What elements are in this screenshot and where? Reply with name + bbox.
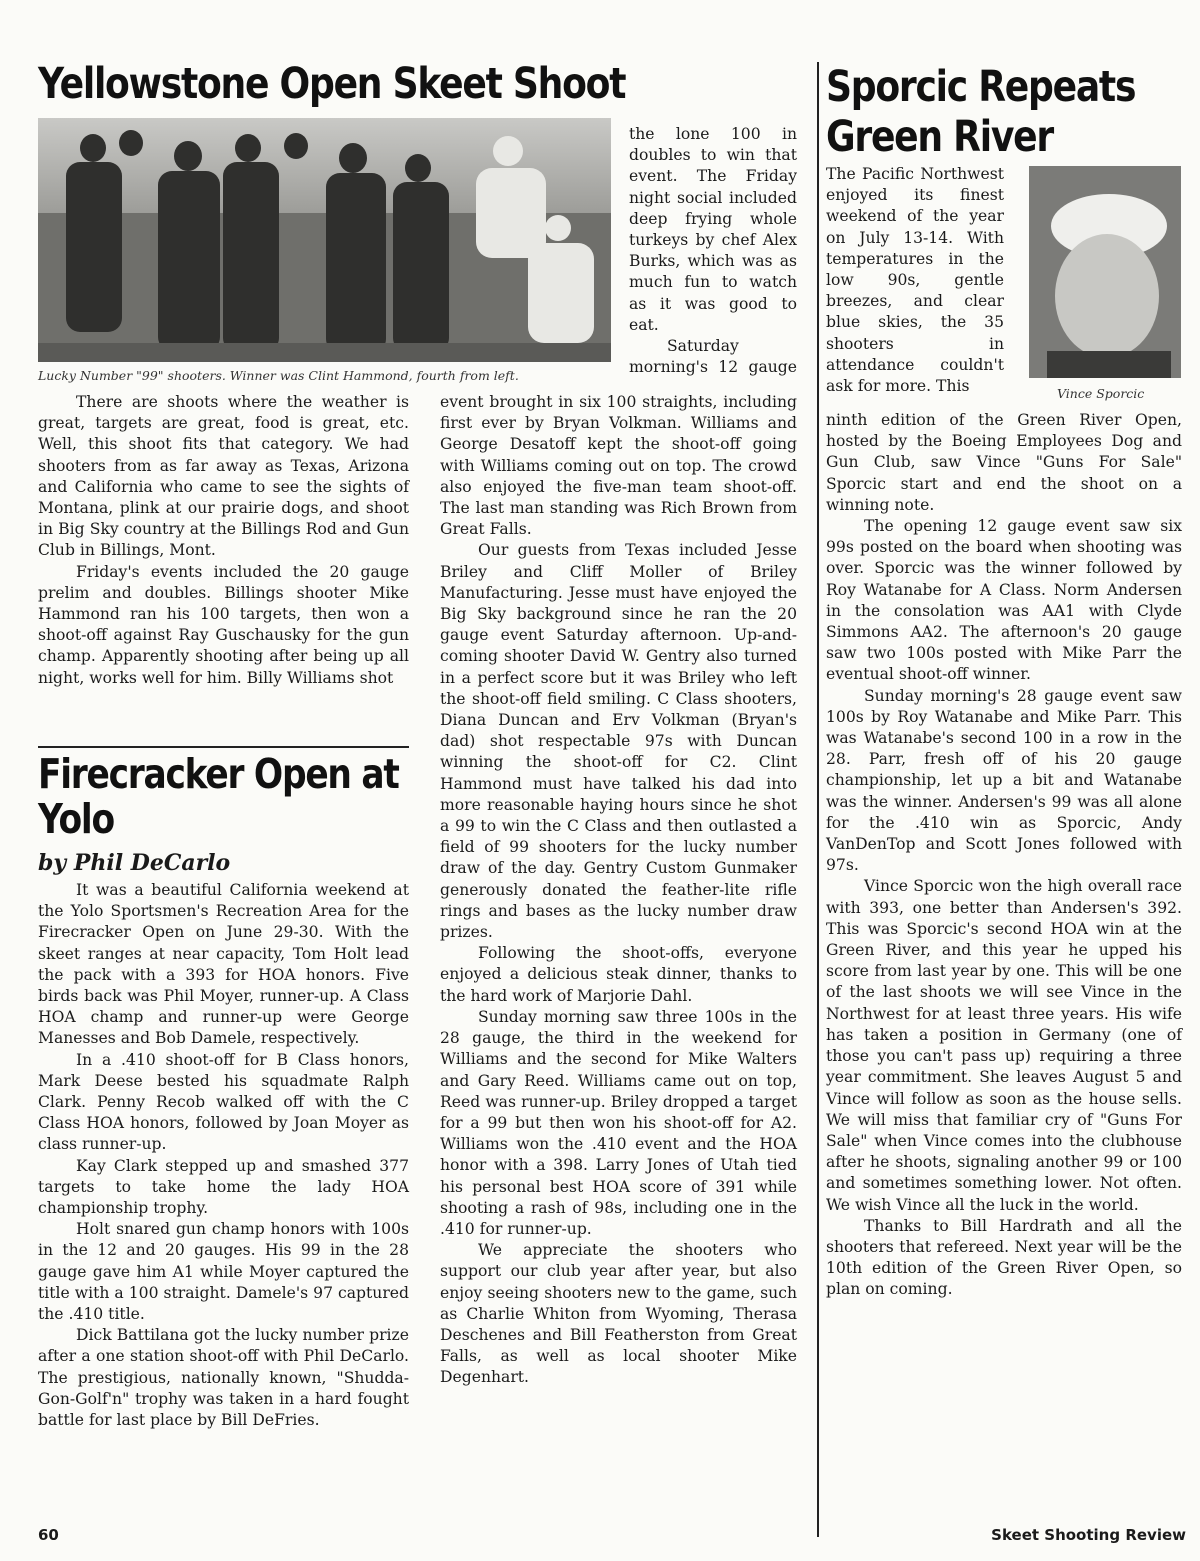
yellowstone-paragraph: Sunday morning saw three 100s in the 28 gauge, the third in the weekend for Williams and the second for Mike Walters and Gary Reed. Williams came out on top, Reed was runner-up. Briley dropped a target for a 99 but then won his shoot-off for A2. Williams won the .410 event and the HOA honor with a 398. Larry Jones of Utah tied his personal best HOA score of 391 while shooting a rash of 98s, including one in the .410 for runner-up. <box>440 1007 797 1238</box>
yellowstone-paragraph: We appreciate the shooters who support our club year after year, but also enjoy seeing shooters new to the game, such as Charlie Whiton from Wyoming, Therasa Deschenes and Bill Featherston from Great Falls, as well as local shooter Mike Degenhart. <box>440 1241 797 1387</box>
yellowstone-paragraph: There are shoots where the weather is great, targets are great, food is great, etc. Well, this shoot fits that category. We had shooters from as far away as Texas, Arizona and California who came to see the sights of Montana, plink at our prairie dogs, and shoot in Big Sky country at the Billings Rod and Gun Club in Billings, Mont. <box>38 393 409 560</box>
shooters-group-photo-image <box>38 118 611 362</box>
yellowstone-column-2 <box>440 392 797 1389</box>
vince-sporcic-photo-image <box>1029 166 1181 378</box>
firecracker-paragraph: It was a beautiful California weekend at the Yolo Sportsmen's Recreation Area for the Firecracker Open on June 29-30. With the skeet ranges at near capacity, Tom Holt lead the pack with a 393 for HOA honors. Five birds back was Phil Moyer, runner-up. A Class HOA champ and runner-up were George Manesses and Bob Damele, respectively. <box>38 881 409 1048</box>
firecracker-paragraph: Dick Battilana got the lucky number prize after a one station shoot-off with Phil DeCarlo. The prestigious, nationally known, "Shudda-Gon-Golf'n" trophy was taken in a hard fought battle for last place by Bill DeFries. <box>38 1326 409 1430</box>
shooters-group-photo <box>38 118 611 362</box>
yellowstone-photo-caption: Lucky Number "99" shooters. Winner was Clint Hammond, fourth from left. <box>38 368 519 383</box>
firecracker-headline: Firecracker Open at Yolo <box>38 750 399 843</box>
sporcic-headline <box>826 62 1179 162</box>
firecracker-paragraph: In a .410 shoot-off for B Class honors, Mark Deese bested his squadmate Ralph Clark. Penny Recob walked off with the C Class HOA honors, followed by Joan Moyer as class runner-up. <box>38 1050 409 1154</box>
firecracker-paragraph: Holt snared gun champ honors with 100s in the 12 and 20 gauges. His 99 in the 28 gauge gave him A1 while Moyer captured the title with a 100 straight. Damele's 97 captured the .410 title. <box>38 1220 409 1324</box>
section-divider <box>38 746 409 748</box>
yellowstone-paragraph: event brought in six 100 straights, including first ever by Bryan Volkman. Williams and George Desatoff kept the shoot-off going with Williams coming out on top. The crowd also enjoyed the five-man team shoot-off. The last man standing was Rich Brown from Great Falls. <box>440 393 797 539</box>
column-rule <box>817 62 819 1537</box>
sporcic-headline-line1: Sporcic Repeats <box>826 62 1136 112</box>
sporcic-paragraph: The opening 12 gauge event saw six 99s posted on the board when shooting was over. Sporcic was the winner followed by Roy Watanabe for A Class. Norm Andersen in the consolation was AA1 with Clyde Simmons AA2. The afternoon's 20 gauge saw two 100s posted with Mike Parr the eventual shoot-off winner. <box>826 517 1182 684</box>
yellowstone-paragraph: Friday's events included the 20 gauge prelim and doubles. Billings shooter Mike Hammond ran his 100 targets, then won a shoot-off against Ray Guschausky for the gun champ. Apparently shooting after being up all night, works well for him. Billy Williams shot <box>38 562 409 687</box>
yellowstone-paragraph: Saturday morning's 12 gauge <box>629 337 797 377</box>
sporcic-paragraph: Vince Sporcic won the high overall race with 393, one better than Andersen's 392. This was Sporcic's second HOA win at the Green River, and this year he upped his score from last year by one. This will be one of the last shoots we will see Vince in the Northwest for at least three years. His wife has taken a position in Germany (one of those you can't pass up) requiring a three year commitment. She leaves August 5 and Vince will follow as soon as the house sells. We will miss that familiar cry of "Guns For Sale" when Vince comes into the clubhouse after he shoots, signaling another 99 or 100 and sometimes something lower. Not often. We wish Vince all the luck in the world. <box>826 877 1182 1214</box>
yellowstone-paragraph: Our guests from Texas included Jesse Briley and Cliff Moller of Briley Manufacturing. Jesse must have enjoyed the Big Sky background since he ran the 20 gauge event Saturday afternoon. Up-and-coming shooter David W. Gentry also turned in a perfect score but it was Briley who left the shoot-off field smiling. C Class shooters, Diana Duncan and Erv Volkman (Bryan's dad) shot respectable 97s with Duncan winning the shoot-off for C2. Clint Hammond must have talked his dad into more reasonable haying hours since he shot a 99 to win the C Class and then outlasted a field of 99 shooters for the lucky number draw of the day. Gentry Custom Gunmaker generously donated the feather-lite rifle rings and bases as the lucky number draw prizes. <box>440 541 797 942</box>
sporcic-paragraph: Sunday morning's 28 gauge event saw 100s by Roy Watanabe and Mike Parr. This was Watanabe's second 100 in a row in the 28. Parr, fresh off of his 20 gauge championship, let up a bit and Watanabe was the winner. Andersen's 99 was all alone for the .410 win as Sporcic, Andy VanDenTop and Scott Jones followed with 97s. <box>826 686 1182 875</box>
sporcic-intro: The Pacific Northwest enjoyed its finest weekend of the year on July 13-14. With temperatures in the low 90s, gentle breezes, and clear blue skies, the 35 shooters in attendance couldn't ask for more. This <box>826 165 1004 396</box>
yellowstone-paragraph: the lone 100 in doubles to win that event. The Friday night social included deep frying whole turkeys by chef Alex Burks, which was as much fun to watch as it was good to eat. <box>629 125 797 334</box>
sporcic-headline-line2: Green River <box>826 112 1053 162</box>
yellowstone-column-1 <box>38 392 409 689</box>
vince-sporcic-photo <box>1029 166 1181 378</box>
firecracker-byline: by Phil DeCarlo <box>38 850 231 876</box>
yellowstone-text-beside-photo <box>629 124 797 378</box>
sporcic-paragraph: Thanks to Bill Hardrath and all the shooters that refereed. Next year will be the 10th edition of the Green River Open, so plan on coming. <box>826 1216 1182 1299</box>
yellowstone-paragraph: Following the shoot-offs, everyone enjoyed a delicious steak dinner, thanks to the hard work of Marjorie Dahl. <box>440 944 797 1005</box>
firecracker-column <box>38 880 409 1431</box>
sporcic-column <box>826 410 1182 1301</box>
publication-name: Skeet Shooting Review <box>991 1526 1186 1544</box>
firecracker-paragraph: Kay Clark stepped up and smashed 377 targets to take home the lady HOA championship trophy. <box>38 1156 409 1218</box>
sporcic-photo-caption: Vince Sporcic <box>1057 386 1145 401</box>
sporcic-paragraph: ninth edition of the Green River Open, hosted by the Boeing Employees Dog and Gun Club, saw Vince "Guns For Sale" Sporcic start and end the shoot on a winning note. <box>826 411 1182 514</box>
page-number: 60 <box>38 1526 59 1544</box>
yellowstone-headline: Yellowstone Open Skeet Shoot <box>38 59 626 109</box>
